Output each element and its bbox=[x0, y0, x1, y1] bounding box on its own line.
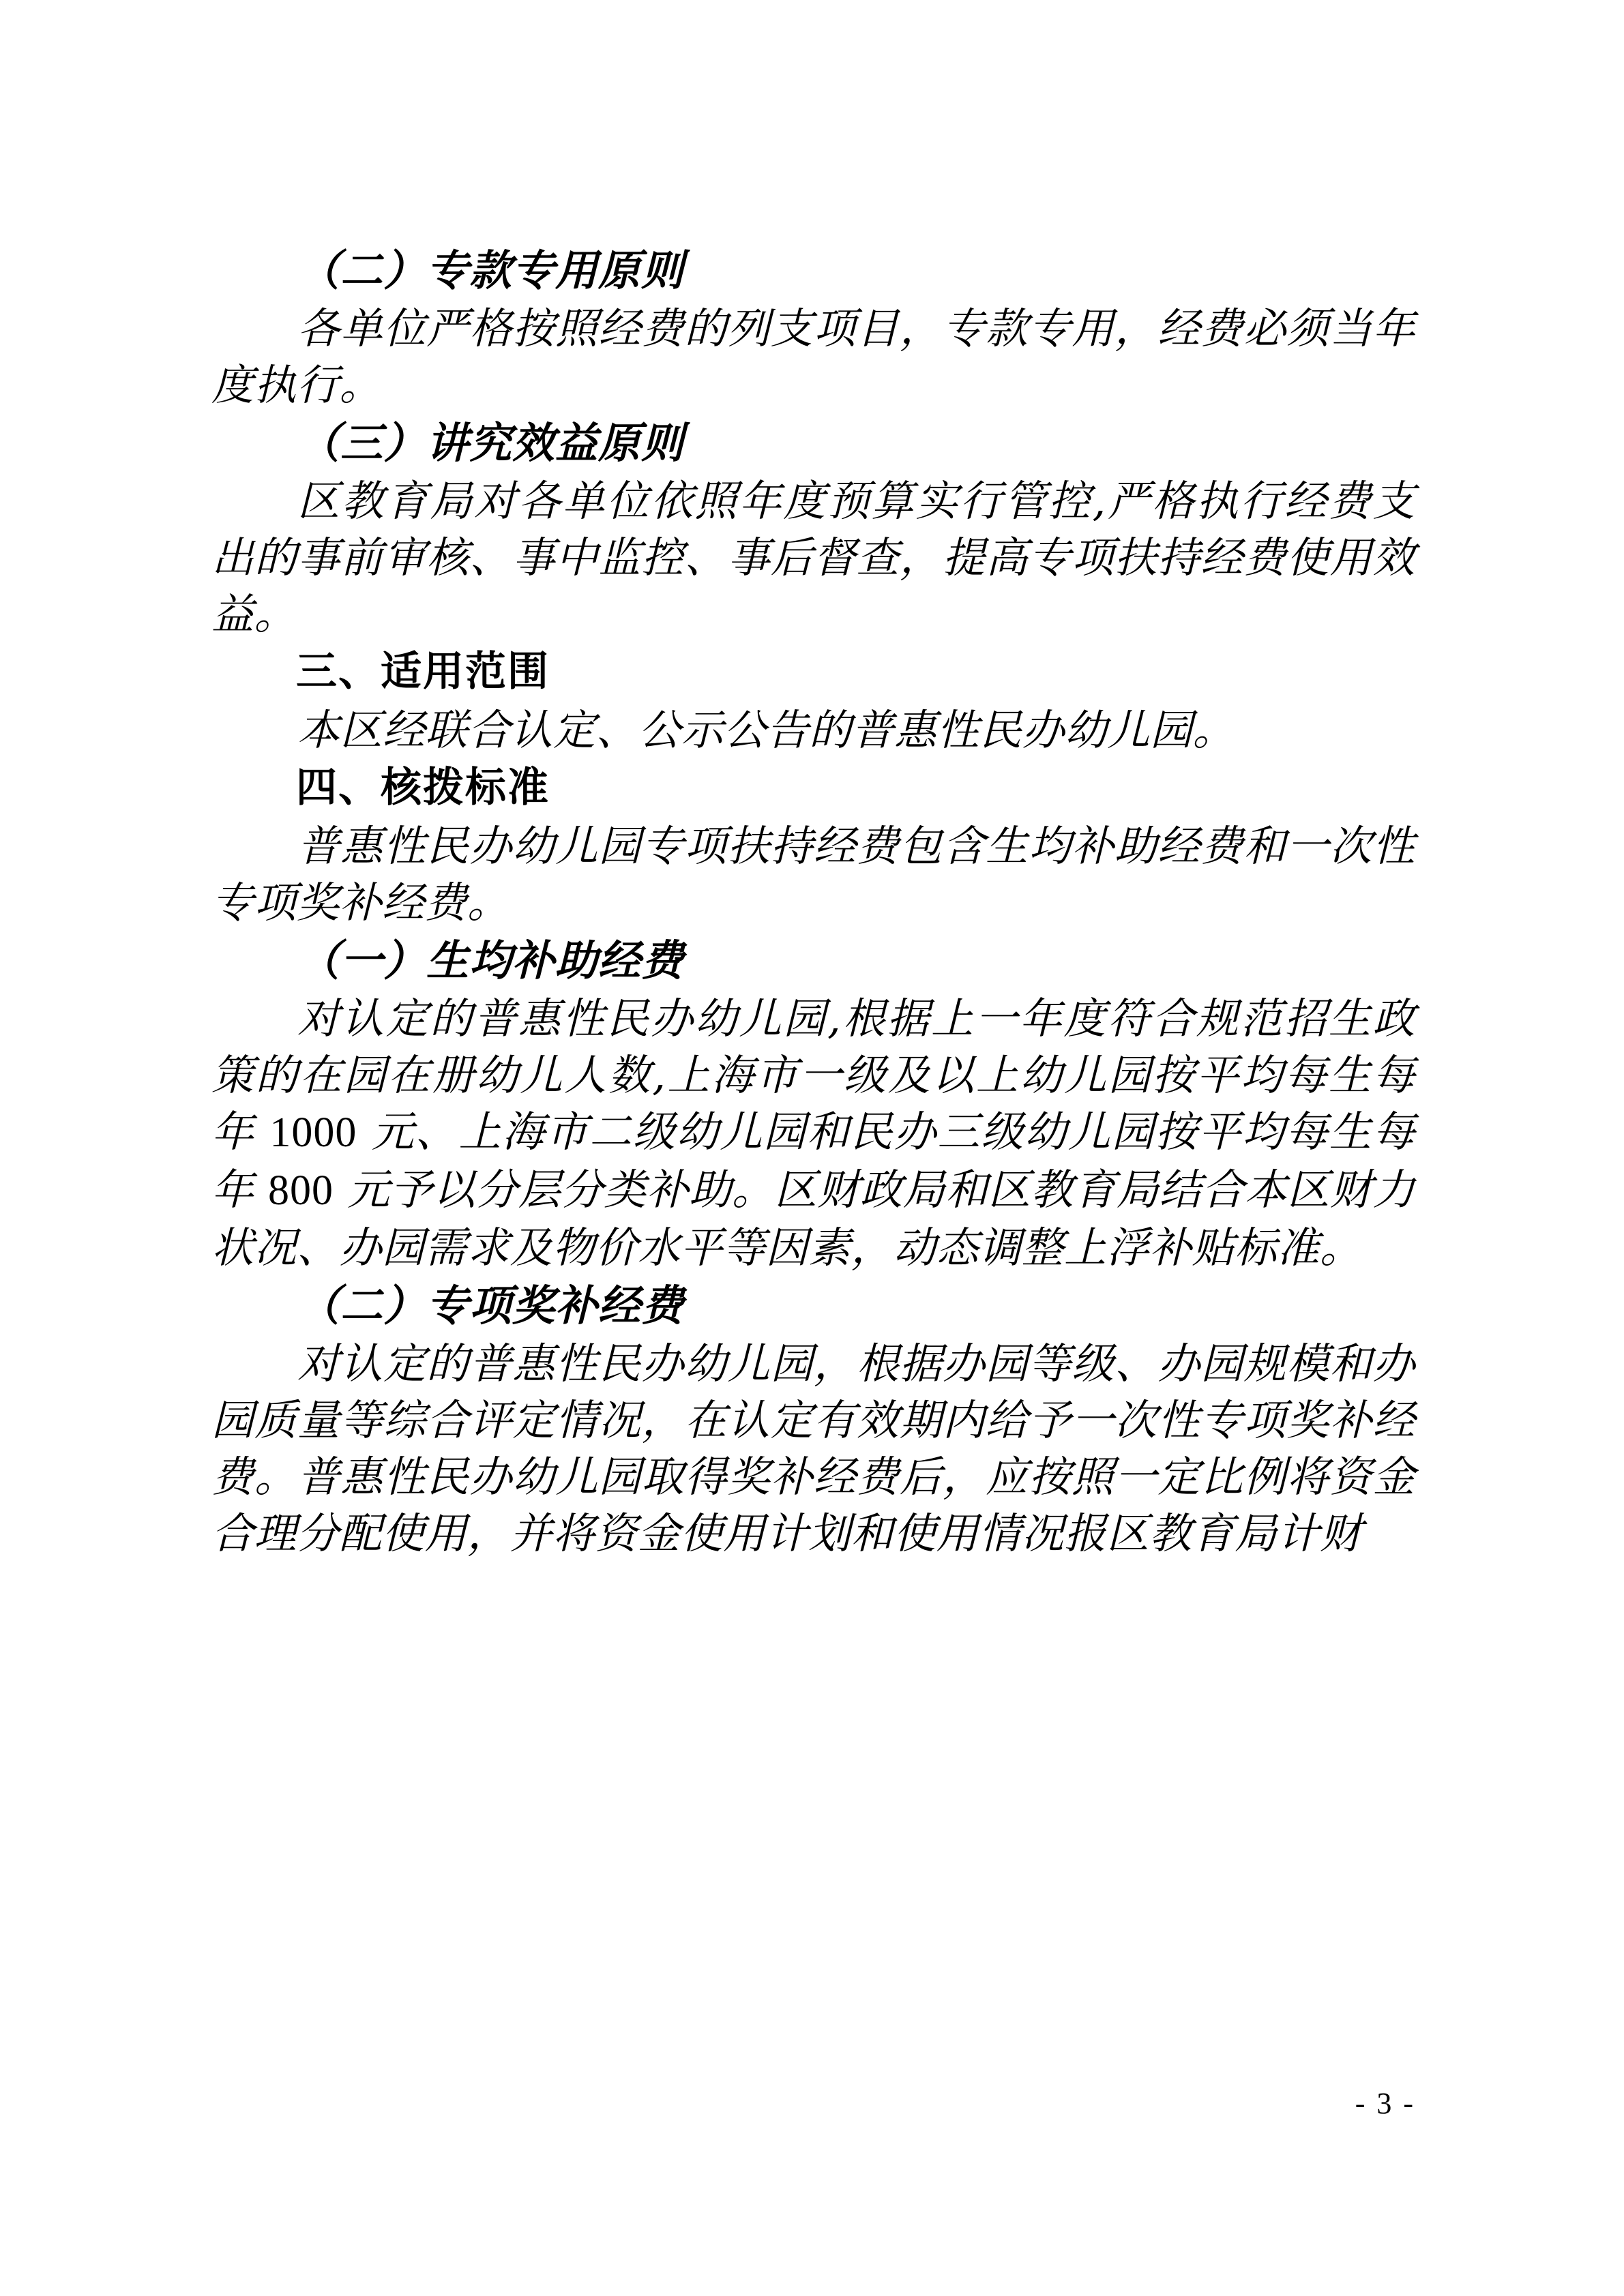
page-number: - 3 - bbox=[1355, 2087, 1415, 2120]
document-body bbox=[211, 242, 1415, 1563]
paragraph-special-funds: 各单位严格按照经费的列支项目，专款专用，经费必须当年度执行。 bbox=[211, 303, 1415, 410]
inline-text: 对认定的普惠性民办幼儿园,根据上一年度符合规范招生政策的在园在册幼儿人数,上海市一级及以上幼儿园按平均每生每年 bbox=[211, 994, 1415, 1157]
paragraph-special-award: 对认定的普惠性民办幼儿园，根据办园等级、办园规模和办园质量等综合评定情况，在认定有效期内给予一次性专项奖补经费。普惠性民办幼儿园取得奖补经费后，应按照一定比例将资金合理分配使用，并将资金使用计划和使用情况报区教育局计财 bbox=[211, 1339, 1415, 1558]
section-heading-2-3: （三）讲究效益原则 bbox=[297, 418, 685, 468]
inline-text: 元、上海市二级幼儿园和民办三级幼儿园按平均每生每年 bbox=[211, 1107, 1415, 1214]
inline-number: 1000 bbox=[269, 1109, 357, 1156]
paragraph-scope: 本区经联合认定、公示公告的普惠性民办幼儿园。 bbox=[297, 705, 1236, 755]
section-heading-2-2: （二）专款专用原则 bbox=[297, 245, 685, 295]
paragraph-standard-intro: 普惠性民办幼儿园专项扶持经费包含生均补助经费和一次性专项奖补经费。 bbox=[211, 821, 1415, 927]
paragraph-efficiency: 区教育局对各单位依照年度预算实行管控,严格执行经费支出的事前审核、事中监控、事后督查，提高专项扶持经费使用效益。 bbox=[211, 476, 1415, 639]
inline-number: 800 bbox=[267, 1167, 334, 1214]
section-heading-3: 三、适用范围 bbox=[296, 648, 550, 696]
section-heading-4-2: （二）专项奖补经费 bbox=[297, 1281, 685, 1330]
paragraph-per-student-subsidy bbox=[211, 990, 1415, 1276]
inline-text: 元予以分层分类补助。区财政局和区教育局结合本区财力状况、办园需求及物价水平等因素，动态调整上浮补贴标准。 bbox=[211, 1165, 1415, 1272]
section-heading-4: 四、核拨标准 bbox=[296, 764, 550, 811]
section-heading-4-1: （一）生均补助经费 bbox=[297, 936, 685, 985]
